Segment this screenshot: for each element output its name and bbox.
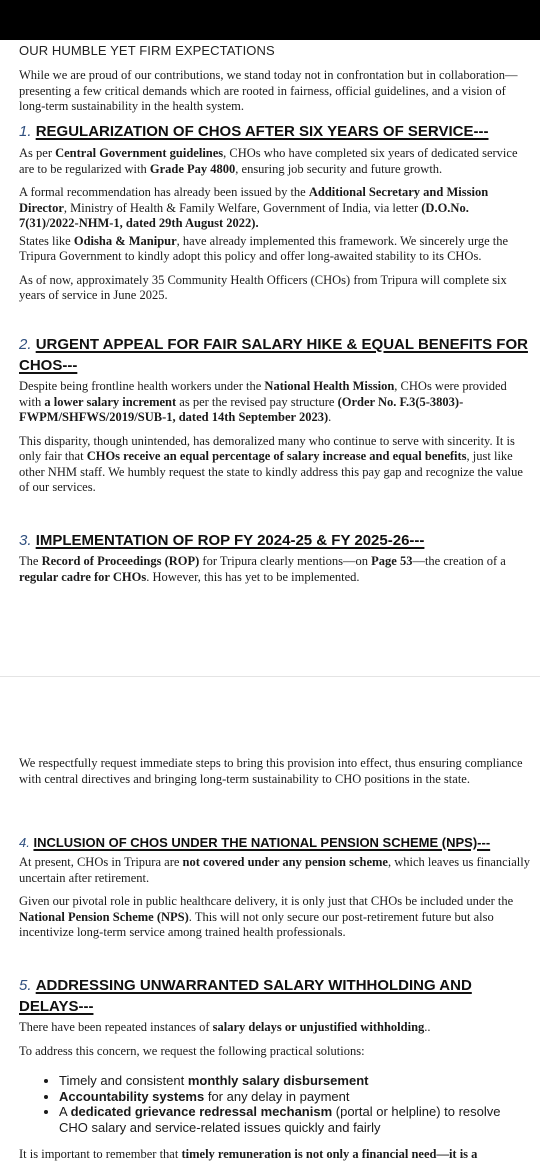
section-5-para-2: To address this concern, we request the following practical solutions: bbox=[19, 1043, 365, 1058]
section-3-continued bbox=[19, 756, 531, 787]
section-1 bbox=[19, 121, 531, 304]
section-4 bbox=[19, 834, 531, 941]
section-2 bbox=[19, 334, 531, 496]
section-4-title: INCLUSION OF CHOS UNDER THE NATIONAL PENSION SCHEME (NPS)--- bbox=[33, 835, 491, 850]
section-2-number: 2. bbox=[19, 336, 32, 353]
section-4-para-1: At present, CHOs in Tripura are not covered under any pension scheme, which leaves us financially uncertain after retirement. bbox=[19, 855, 530, 885]
section-3-number: 3. bbox=[19, 532, 32, 549]
section-5-para-3: It is important to remember that timely remuneration is not only a financial need—it is a bbox=[19, 1147, 478, 1161]
section-3-title: IMPLEMENTATION OF ROP FY 2024-25 & FY 2025-26--- bbox=[35, 532, 425, 549]
section-1-para-1: As per Central Government guidelines, CHOs who have completed six years of dedicated service are to be regularized with Grade Pay 4800, ensuring job security and future growth. bbox=[19, 146, 518, 176]
section-1-number: 1. bbox=[19, 123, 32, 140]
section-2-para-2: This disparity, though unintended, has demoralized many who continue to serve with sincerity. It is only fair that CHOs receive an equal percentage of salary increase and equal benefits, just like other NHM staff. We humbly request the state to kindly address this pay gap and recognize the value of our services. bbox=[19, 433, 523, 494]
section-4-number: 4. bbox=[19, 835, 30, 850]
intro-section bbox=[19, 43, 531, 115]
page-separator bbox=[0, 676, 540, 677]
list-item: • A dedicated grievance redressal mechanism (portal or helpline) to resolve CHO salary and service-related issues quickly and fairly bbox=[59, 1104, 531, 1135]
section-1-para-3: States like Odisha & Manipur, have already implemented this framework. We sincerely urge the Tripura Government to kindly adopt this policy and offer long-awaited stability to its CHOs. bbox=[19, 233, 509, 263]
section-4-heading bbox=[19, 834, 531, 852]
section-2-heading bbox=[19, 334, 531, 376]
section-5-title: ADDRESSING UNWARRANTED SALARY WITHHOLDING AND DELAYS--- bbox=[19, 977, 472, 1015]
section-3-heading bbox=[19, 530, 531, 551]
intro-paragraph: While we are proud of our contributions, we stand today not in confrontation but in collaboration—presenting a few critical demands which are rooted in fairness, official guidelines, and a vision of long-term sustainability in the health system. bbox=[19, 68, 518, 113]
section-2-para-1: Despite being frontline health workers under the National Health Mission, CHOs were provided with a lower salary increment as per the revised pay structure (Order No. F.3(5-3803)-FWPM/SHFWS/2019/SUB-1, dated 14th September 2023). bbox=[19, 379, 507, 424]
section-4-para-2: Given our pivotal role in public healthcare delivery, it is only just that CHOs be included under the National Pension Scheme (NPS). This will not only secure our post-retirement future but also incentivize long-term service among trained health professionals. bbox=[19, 894, 514, 939]
section-5 bbox=[19, 975, 531, 1163]
section-5-heading bbox=[19, 975, 531, 1017]
list-item: • Accountability systems for any delay in payment bbox=[59, 1089, 531, 1105]
list-item: • Timely and consistent monthly salary disbursement bbox=[59, 1073, 531, 1089]
section-5-number: 5. bbox=[19, 977, 32, 994]
intro-kicker: OUR HUMBLE YET FIRM EXPECTATIONS bbox=[19, 43, 275, 58]
section-3 bbox=[19, 530, 531, 585]
section-1-para-4: As of now, approximately 35 Community Health Officers (CHOs) from Tripura will complete six years of service in June 2025. bbox=[19, 272, 507, 302]
section-2-title: URGENT APPEAL FOR FAIR SALARY HIKE & EQUAL BENEFITS FOR CHOS--- bbox=[19, 336, 528, 374]
section-1-para-2: A formal recommendation has already been issued by the Additional Secretary and Mission Director, Ministry of Health & Family Welfare, Government of India, via letter (D.O.No. 7(31)/2022-NHM-1, dated 29th August 2022). bbox=[19, 185, 489, 230]
section-1-heading bbox=[19, 121, 531, 142]
top-status-bar bbox=[0, 0, 540, 40]
section-1-title: REGULARIZATION OF CHOS AFTER SIX YEARS OF SERVICE--- bbox=[35, 123, 489, 140]
section-5-para-1: There have been repeated instances of salary delays or unjustified withholding.. bbox=[19, 1020, 431, 1034]
section-3-para-1: The Record of Proceedings (ROP) for Tripura clearly mentions—on Page 53—the creation of a regular cadre for CHOs. However, this has yet to be implemented. bbox=[19, 554, 506, 584]
section-3-para-2: We respectfully request immediate steps to bring this provision into effect, thus ensuring compliance with central directives and bringing long-term sustainability to CHO positions in the state. bbox=[19, 756, 523, 786]
solutions-list bbox=[19, 1073, 531, 1135]
